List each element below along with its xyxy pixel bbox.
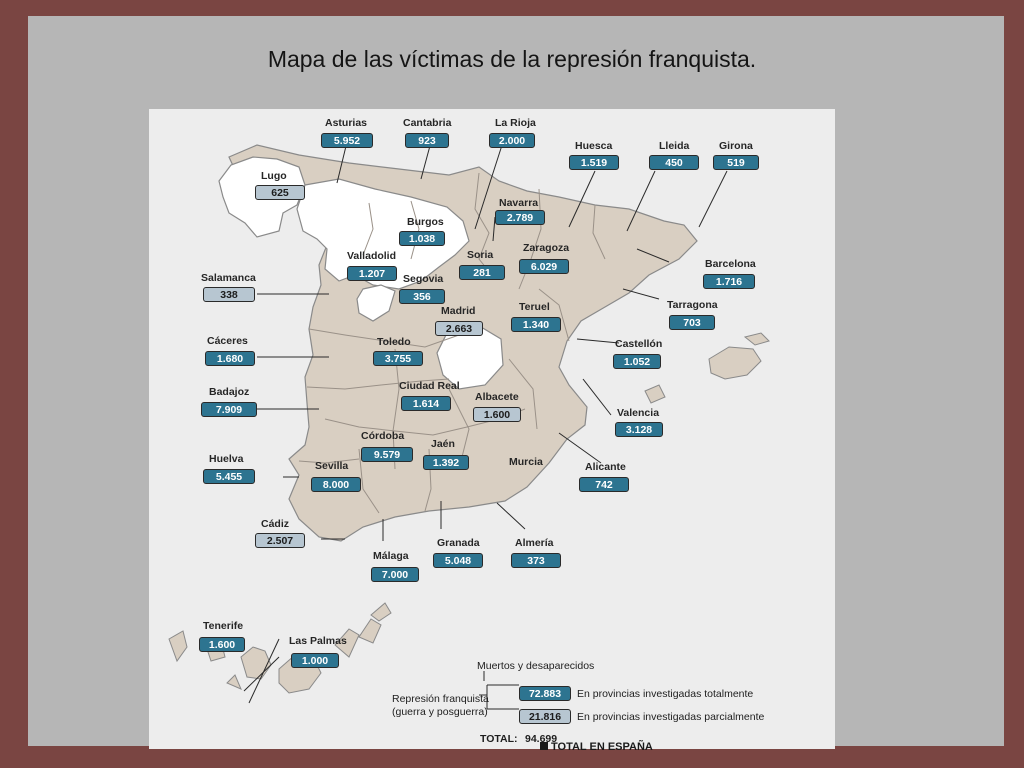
province-value-malaga: 7.000 bbox=[371, 567, 419, 582]
slide-title: Mapa de las víctimas de la represión franquista. bbox=[267, 46, 757, 72]
province-label-castellon: Castellón bbox=[615, 338, 663, 350]
province-value-valladolid: 1.207 bbox=[347, 266, 397, 281]
legend-group-label-2: (guerra y posguerra) bbox=[392, 706, 488, 718]
province-value-madrid: 2.663 bbox=[435, 321, 483, 336]
province-label-burgos: Burgos bbox=[407, 216, 444, 228]
province-value-ciudad-real: 1.614 bbox=[401, 396, 451, 411]
province-value-cantabria: 923 bbox=[405, 133, 449, 148]
province-value-castellon: 1.052 bbox=[613, 354, 661, 369]
province-value-girona: 519 bbox=[713, 155, 759, 170]
legend-total-value: 94.699 bbox=[525, 733, 558, 745]
province-label-valladolid: Valladolid bbox=[347, 250, 397, 262]
province-value-huelva: 5.455 bbox=[203, 469, 255, 484]
province-value-la-rioja: 2.000 bbox=[489, 133, 535, 148]
legend-partially-box: 21.816 bbox=[519, 709, 571, 724]
legend-group-label-1: Represión franquista bbox=[392, 693, 489, 705]
province-label-navarra: Navarra bbox=[499, 197, 539, 209]
province-value-tenerife: 1.600 bbox=[199, 637, 245, 652]
province-value-almeria: 373 bbox=[511, 553, 561, 568]
province-label-girona: Girona bbox=[719, 140, 753, 152]
province-label-tarragona: Tarragona bbox=[667, 299, 718, 311]
spain-map bbox=[149, 109, 835, 749]
legend-fully-box: 72.883 bbox=[519, 686, 571, 701]
province-label-badajoz: Badajoz bbox=[209, 386, 250, 398]
province-label-almeria: Almería bbox=[515, 537, 554, 549]
ibiza-shape bbox=[645, 385, 665, 403]
menorca-shape bbox=[745, 333, 769, 345]
legend-subheading: Muertos y desaparecidos bbox=[477, 660, 595, 672]
province-value-huesca: 1.519 bbox=[569, 155, 619, 170]
province-label-la-rioja: La Rioja bbox=[495, 117, 536, 129]
province-value-burgos: 1.038 bbox=[399, 231, 445, 246]
province-value-sevilla: 8.000 bbox=[311, 477, 361, 492]
province-label-huesca: Huesca bbox=[575, 140, 613, 152]
province-label-alicante: Alicante bbox=[585, 461, 626, 473]
province-label-madrid: Madrid bbox=[441, 305, 476, 317]
province-value-toledo: 3.755 bbox=[373, 351, 423, 366]
province-label-toledo: Toledo bbox=[377, 336, 411, 348]
province-label-jaen: Jaén bbox=[431, 438, 455, 450]
province-label-malaga: Málaga bbox=[373, 550, 409, 562]
province-label-huelva: Huelva bbox=[209, 453, 244, 465]
province-value-cordoba: 9.579 bbox=[361, 447, 413, 462]
province-label-barcelona: Barcelona bbox=[705, 258, 756, 270]
province-label-valencia: Valencia bbox=[617, 407, 660, 419]
province-label-asturias: Asturias bbox=[325, 117, 368, 129]
province-value-badajoz: 7.909 bbox=[201, 402, 257, 417]
province-value-asturias: 5.952 bbox=[321, 133, 373, 148]
province-label-lleida: Lleida bbox=[659, 140, 690, 152]
province-label-zaragoza: Zaragoza bbox=[523, 242, 570, 254]
province-value-lleida: 450 bbox=[649, 155, 699, 170]
legend-partially-label: En provincias investigadas parcialmente bbox=[577, 711, 765, 723]
province-value-las-palmas: 1.000 bbox=[291, 653, 339, 668]
province-value-lugo: 625 bbox=[255, 185, 305, 200]
province-label-caceres: Cáceres bbox=[207, 335, 248, 347]
province-value-granada: 5.048 bbox=[433, 553, 483, 568]
legend-heading-text: TOTAL EN ESPAÑA bbox=[551, 741, 653, 753]
province-value-zaragoza: 6.029 bbox=[519, 259, 569, 274]
province-value-jaen: 1.392 bbox=[423, 455, 469, 470]
legend-fully-label: En provincias investigadas totalmente bbox=[577, 688, 754, 700]
province-value-albacete: 1.600 bbox=[473, 407, 521, 422]
province-value-teruel: 1.340 bbox=[511, 317, 561, 332]
legend-bracket bbox=[479, 671, 519, 721]
map-panel bbox=[149, 109, 835, 753]
province-label-albacete: Albacete bbox=[475, 391, 519, 403]
province-value-salamanca: 338 bbox=[203, 287, 255, 302]
province-label-granada: Granada bbox=[437, 537, 480, 549]
legend-total-label: TOTAL: bbox=[480, 733, 518, 745]
province-label-teruel: Teruel bbox=[519, 301, 550, 313]
province-value-soria: 281 bbox=[459, 265, 505, 280]
province-label-tenerife: Tenerife bbox=[203, 620, 244, 632]
province-label-lugo: Lugo bbox=[261, 170, 287, 182]
province-value-tarragona: 703 bbox=[669, 315, 715, 330]
province-label-cantabria: Cantabria bbox=[403, 117, 452, 129]
province-value-alicante: 742 bbox=[579, 477, 629, 492]
province-value-valencia: 3.128 bbox=[615, 422, 663, 437]
province-label-las-palmas: Las Palmas bbox=[289, 635, 347, 647]
province-label-sevilla: Sevilla bbox=[315, 460, 349, 472]
province-value-navarra: 2.789 bbox=[495, 210, 545, 225]
province-label-segovia: Segovia bbox=[403, 273, 444, 285]
province-value-segovia: 356 bbox=[399, 289, 445, 304]
province-label-ciudad-real: Ciudad Real bbox=[399, 380, 460, 392]
province-label-cadiz: Cádiz bbox=[261, 518, 290, 530]
mallorca-shape bbox=[709, 347, 761, 379]
province-value-barcelona: 1.716 bbox=[703, 274, 755, 289]
province-label-cordoba: Córdoba bbox=[361, 430, 405, 442]
province-value-caceres: 1.680 bbox=[205, 351, 255, 366]
province-label-salamanca: Salamanca bbox=[201, 272, 256, 284]
province-value-cadiz: 2.507 bbox=[255, 533, 305, 548]
province-label-murcia: Murcia bbox=[509, 456, 543, 468]
province-label-soria: Soria bbox=[467, 249, 494, 261]
